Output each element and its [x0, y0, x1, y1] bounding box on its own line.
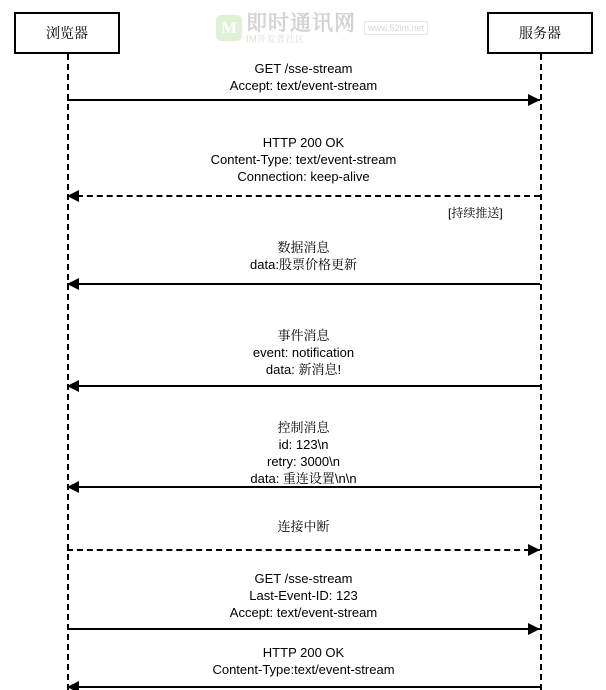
message-data-message-line [67, 283, 540, 285]
watermark-text-stack [246, 12, 356, 45]
message-event-message-line-1: 事件消息 [277, 328, 330, 343]
watermark-logo: M [216, 15, 242, 41]
message-http-200-ok-2-label [67, 644, 540, 678]
actor-browser-label: 浏览器 [46, 25, 88, 41]
message-http-200-ok-2-line-1: HTTP 200 OK [262, 645, 345, 660]
message-http-200-ok-line-3: Connection: keep-alive [237, 169, 370, 184]
message-http-200-ok-line-1: HTTP 200 OK [262, 135, 345, 150]
message-reconnect-get-line [67, 628, 540, 630]
message-control-message-arrow [67, 481, 79, 493]
message-reconnect-get-line-2: Last-Event-ID: 123 [249, 588, 358, 603]
message-http-200-ok-line-2: Content-Type: text/event-stream [210, 152, 397, 167]
message-control-message-line-4: data: 重连设置\n\n [250, 471, 357, 486]
lifeline-server [540, 54, 542, 690]
message-control-message-line-1: 控制消息 [277, 420, 330, 435]
message-get-sse-stream-label [67, 60, 540, 94]
message-http-200-ok-arrow [67, 190, 79, 202]
message-connection-interrupted-label [67, 518, 540, 535]
message-http-200-ok-2-line [67, 686, 540, 688]
message-reconnect-get-label [67, 570, 540, 621]
actor-server [487, 12, 593, 54]
message-reconnect-get-line-3: Accept: text/event-stream [229, 605, 378, 620]
message-event-message-label [67, 327, 540, 378]
message-data-message-line-2: data:股票价格更新 [250, 257, 357, 272]
message-reconnect-get-arrow [528, 623, 540, 635]
message-http-200-ok-2-arrow [67, 681, 79, 690]
message-get-sse-stream-line-2: Accept: text/event-stream [229, 78, 378, 93]
message-data-message-label [67, 239, 540, 273]
actor-browser [14, 12, 120, 54]
message-control-message-line [67, 486, 540, 488]
message-data-message-arrow [67, 278, 79, 290]
message-get-sse-stream-line-1: GET /sse-stream [254, 61, 353, 76]
message-connection-interrupted-line [67, 549, 540, 551]
watermark-text: 即时通讯网 [246, 12, 356, 35]
message-control-message-line-2: id: 123\n [278, 437, 329, 452]
message-connection-interrupted-arrow [528, 544, 540, 556]
message-event-message-line-3: data: 新消息! [265, 362, 342, 377]
watermark [216, 12, 428, 45]
message-get-sse-stream-line [67, 99, 540, 101]
actor-server-label: 服务器 [519, 25, 561, 41]
message-event-message-line [67, 385, 540, 387]
message-connection-interrupted-line-1: 连接中断 [277, 519, 330, 534]
watermark-badge: www.52im.net [364, 21, 428, 35]
message-control-message-label [67, 419, 540, 487]
message-http-200-ok-line [67, 195, 540, 197]
message-http-200-ok-label [67, 134, 540, 185]
message-event-message-arrow [67, 380, 79, 392]
message-control-message-line-3: retry: 3000\n [267, 454, 340, 469]
continuous-push-note-label: [持续推送] [448, 206, 503, 220]
message-reconnect-get-line-1: GET /sse-stream [254, 571, 353, 586]
message-data-message-line-1: 数据消息 [277, 240, 330, 255]
message-get-sse-stream-arrow [528, 94, 540, 106]
watermark-subtext: IM开发者社区 [246, 34, 305, 45]
message-http-200-ok-2-line-2: Content-Type:text/event-stream [212, 662, 395, 677]
continuous-push-note [448, 204, 503, 221]
message-event-message-line-2: event: notification [252, 345, 355, 360]
